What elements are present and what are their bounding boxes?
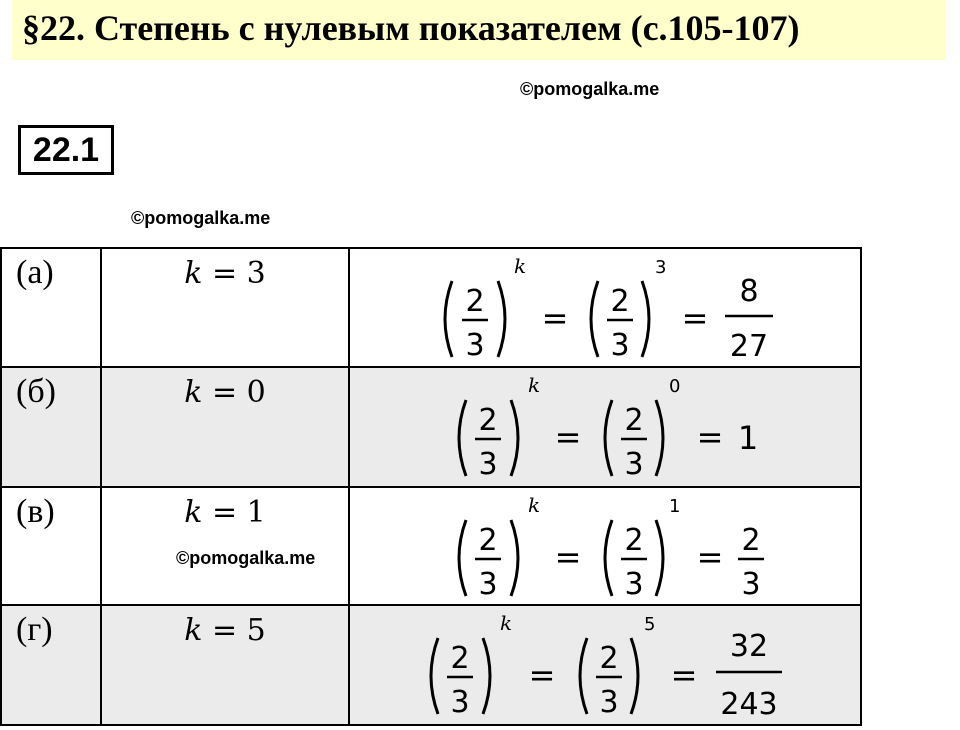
table-row bbox=[1, 248, 861, 367]
equals-sign: = bbox=[541, 299, 569, 337]
right-paren bbox=[511, 520, 518, 596]
row-label-cell bbox=[1, 487, 101, 605]
right-paren bbox=[483, 638, 490, 714]
exponent-value: 1 bbox=[669, 496, 681, 517]
equals-sign: = bbox=[681, 299, 709, 337]
k-value-cell bbox=[101, 248, 349, 367]
right-paren bbox=[656, 520, 663, 596]
result-denominator: 3 bbox=[741, 567, 761, 602]
task-number-box bbox=[18, 125, 114, 175]
exponent-value: 3 bbox=[655, 257, 667, 278]
right-paren bbox=[656, 400, 663, 476]
exponent-variable: k bbox=[514, 254, 527, 278]
left-paren bbox=[459, 400, 466, 476]
table-row bbox=[1, 605, 861, 725]
fraction-numerator: 2 bbox=[624, 403, 644, 438]
k-value: = 0 bbox=[211, 375, 266, 410]
right-paren bbox=[511, 400, 518, 476]
result-denominator: 243 bbox=[720, 687, 778, 722]
exponent-variable: k bbox=[528, 493, 541, 517]
formula bbox=[350, 488, 860, 602]
result-value: 1 bbox=[737, 419, 759, 457]
fraction-denominator: 3 bbox=[478, 567, 498, 602]
page-title: §22. Степень с нулевым показателем (с.105-107) bbox=[22, 8, 800, 48]
k-variable: k bbox=[184, 256, 203, 291]
exponent-variable: k bbox=[528, 373, 541, 397]
left-paren bbox=[605, 520, 612, 596]
fraction-denominator: 3 bbox=[450, 685, 470, 720]
exponent-value: 5 bbox=[644, 614, 656, 635]
left-paren bbox=[445, 281, 452, 357]
fraction-denominator: 3 bbox=[478, 447, 498, 482]
k-equation bbox=[102, 249, 348, 293]
row-label-cell bbox=[1, 605, 101, 725]
k-equation bbox=[102, 368, 348, 412]
fraction-numerator: 2 bbox=[478, 523, 498, 558]
formula-cell bbox=[349, 487, 861, 605]
equals-sign: = bbox=[696, 538, 724, 576]
left-paren bbox=[580, 638, 587, 714]
table-row bbox=[1, 487, 861, 605]
fraction-denominator: 3 bbox=[610, 328, 630, 363]
k-value-cell bbox=[101, 605, 349, 725]
right-paren bbox=[631, 638, 638, 714]
exponent-value: 0 bbox=[669, 376, 681, 397]
left-paren bbox=[459, 520, 466, 596]
solution-table bbox=[0, 247, 862, 726]
equals-sign: = bbox=[670, 656, 698, 694]
left-paren bbox=[591, 281, 598, 357]
formula bbox=[350, 249, 860, 364]
left-paren bbox=[605, 400, 612, 476]
k-equation bbox=[102, 488, 348, 532]
left-paren bbox=[431, 638, 438, 714]
k-value-cell bbox=[101, 487, 349, 605]
equals-sign: = bbox=[696, 418, 724, 456]
formula-cell bbox=[349, 248, 861, 367]
k-value: = 5 bbox=[211, 613, 266, 648]
equals-sign: = bbox=[554, 538, 582, 576]
fraction-denominator: 3 bbox=[624, 567, 644, 602]
row-label-cell bbox=[1, 248, 101, 367]
table-row bbox=[1, 367, 861, 487]
fraction-numerator: 2 bbox=[465, 284, 485, 319]
fraction-numerator: 2 bbox=[478, 403, 498, 438]
row-label: (а) bbox=[16, 254, 54, 291]
formula bbox=[350, 368, 860, 484]
k-value: = 1 bbox=[211, 495, 266, 530]
result-numerator: 8 bbox=[739, 274, 759, 309]
result-numerator: 2 bbox=[741, 523, 761, 558]
exponent-variable: k bbox=[500, 611, 513, 635]
fraction-denominator: 3 bbox=[465, 328, 485, 363]
fraction-numerator: 2 bbox=[624, 523, 644, 558]
formula bbox=[350, 606, 860, 722]
formula-cell bbox=[349, 367, 861, 487]
fraction-numerator: 2 bbox=[610, 284, 630, 319]
fraction-numerator: 2 bbox=[450, 641, 470, 676]
row-label: (б) bbox=[16, 373, 56, 410]
equals-sign: = bbox=[528, 656, 556, 694]
fraction-denominator: 3 bbox=[624, 447, 644, 482]
k-variable: k bbox=[184, 495, 203, 530]
watermark: ©pomogalka.me bbox=[176, 548, 316, 568]
k-value: = 3 bbox=[211, 256, 266, 291]
equals-sign: = bbox=[554, 418, 582, 456]
fraction-denominator: 3 bbox=[599, 685, 619, 720]
k-variable: k bbox=[184, 375, 203, 410]
row-label-cell bbox=[1, 367, 101, 487]
row-label: (г) bbox=[16, 611, 53, 648]
result-denominator: 27 bbox=[729, 329, 769, 364]
watermark: ©pomogalka.me bbox=[520, 79, 660, 99]
row-label: (в) bbox=[16, 493, 55, 530]
k-equation bbox=[102, 606, 348, 650]
result-numerator: 32 bbox=[729, 629, 769, 664]
task-number: 22.1 bbox=[32, 131, 100, 169]
right-paren bbox=[498, 281, 505, 357]
fraction-numerator: 2 bbox=[599, 641, 619, 676]
watermark: ©pomogalka.me bbox=[131, 208, 271, 228]
k-variable: k bbox=[184, 613, 203, 648]
formula-cell bbox=[349, 605, 861, 725]
k-value-cell bbox=[101, 367, 349, 487]
right-paren bbox=[642, 281, 649, 357]
